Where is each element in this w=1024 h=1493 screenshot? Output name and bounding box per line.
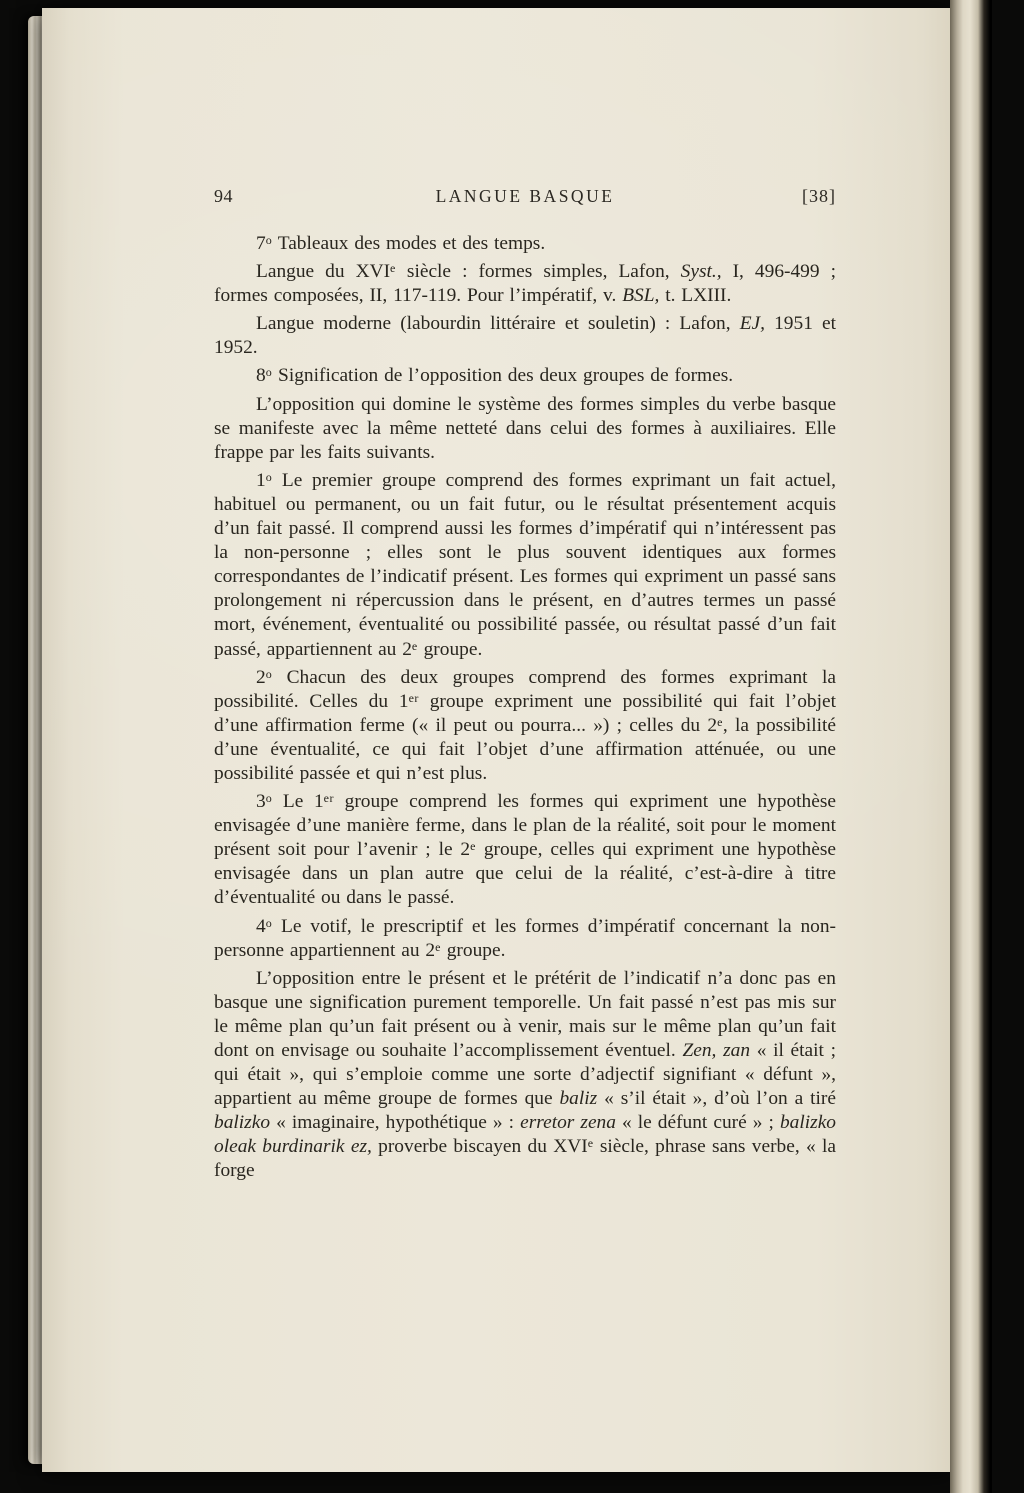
text-run: 4 [256, 915, 266, 937]
italic-run: Zen, zan [682, 1040, 751, 1061]
text-run: siècle : formes simples, Lafon, [395, 261, 681, 283]
text-run: L’opposition qui domine le système des formes simples du verbe basque se manifeste avec la même netteté dans celui des formes à auxiliaires. Elle frappe par les faits suivants. [214, 393, 836, 463]
paragraph [214, 364, 836, 388]
superscript-run: e [717, 714, 723, 729]
superscript-run: o [265, 915, 273, 930]
paragraph [214, 790, 836, 910]
text-run: 8 [256, 365, 266, 387]
page-content [214, 186, 836, 1184]
text-run: groupe expriment une possibilité qui fait l’objet d’une affirmation ferme (« il peut ou pourra... ») ; celles du 2 [214, 690, 836, 736]
text-body [214, 232, 836, 1184]
text-run: Le premier groupe comprend des formes exprimant un fait actuel, habituel ou permanent, ou un fait futur, ou le résultat présentement acquis d’un fait passé. Il comprend aussi les formes d’impératif qui n’intéressent pas la non-personne ; elles sont le plus souvent identiques aux formes correspondantes de l’indicatif présent. Les formes qui expriment un passé sans prolongement ni répercussion dans le présent, en d’autres termes un passé mort, événement, éventualité ou possibilité passée, ou résultat passé d’un fait passé, appartiennent au 2 [214, 469, 836, 660]
text-run: Chacun des deux groupes comprend des formes exprimant la possibilité. Celles du 1 [214, 666, 836, 712]
text-run: « s’il était », d’où l’on a tiré [597, 1088, 836, 1110]
text-run: 7 [256, 233, 266, 254]
text-run: t. LXIII. [659, 285, 732, 307]
superscript-run: o [265, 365, 273, 380]
superscript-run: e [390, 261, 396, 276]
paragraph [214, 232, 836, 256]
text-run: Tableaux des modes et des temps. [272, 233, 546, 254]
superscript-run: o [265, 233, 273, 247]
paragraph [214, 469, 836, 662]
text-run: Le 1 [272, 791, 324, 813]
page-number: 94 [214, 186, 233, 206]
italic-run: balizko oleak burdinarik ez, [214, 1112, 836, 1158]
section-reference: [38] [802, 186, 836, 206]
italic-run: Syst., [680, 261, 722, 283]
paragraph [214, 260, 836, 308]
superscript-run: e [470, 839, 476, 854]
text-run: Langue du XVI [256, 261, 391, 283]
text-run: proverbe biscayen du XVI [371, 1136, 588, 1158]
text-run: groupe. [440, 939, 506, 961]
paragraph [214, 312, 836, 360]
text-run: Signification de l’opposition des deux groupes de formes. [272, 365, 734, 387]
text-run: siècle, phrase sans verbe, « la forge [214, 1136, 836, 1182]
paragraph [214, 915, 836, 963]
next-page-edge [950, 0, 992, 1493]
paragraph [214, 393, 836, 465]
text-run: groupe. [417, 638, 483, 660]
page-header [214, 186, 836, 207]
italic-run: balizko [214, 1112, 271, 1134]
superscript-run: o [265, 791, 273, 806]
text-run: Langue moderne (labourdin littéraire et souletin) : Lafon, [256, 313, 740, 335]
superscript-run: e [411, 638, 418, 653]
superscript-run: o [265, 666, 273, 681]
text-run: « imaginaire, hypothétique » : [270, 1112, 521, 1134]
text-run: Le votif, le prescriptif et les formes d’impératif concernant la non-personne appartiennent au 2 [214, 915, 836, 961]
superscript-run: e [587, 1136, 594, 1151]
text-run: L’opposition entre le présent et le prétérit de l’indicatif n’a donc pas en basque une signification purement temporelle. Un fait passé n’est pas mis sur le même plan qu’un fait présent ou à venir, mais sur le même plan qu’un fait dont on envisage ou souhaite l’accomplissement éventuel. [214, 967, 836, 1061]
italic-run: EJ, [739, 313, 765, 335]
running-title: LANGUE BASQUE [435, 186, 615, 206]
text-run: 3 [256, 791, 266, 813]
text-run: , la possibilité d’une éventualité, ce qui fait l’objet d’une affirmation atténuée, ou une possibilité passée et qui n’est plus. [214, 714, 836, 784]
text-run: « le défunt curé » ; [615, 1112, 780, 1134]
text-run: 1951 et 1952. [214, 313, 836, 359]
text-run: groupe, celles qui expriment une hypothèse envisagée dans un plan autre que celui de la réalité, c’est-à-dire à titre d’éventualité ou dans le passé. [214, 839, 836, 909]
superscript-run: er [323, 791, 334, 806]
superscript-run: e [435, 939, 441, 954]
superscript-run: o [265, 469, 273, 484]
paragraph [214, 967, 836, 1184]
book-page [42, 8, 950, 1472]
text-run: I, 496-499 ; formes composées, II, 117-119. Pour l’impératif, v. [214, 261, 836, 307]
superscript-run: er [408, 690, 419, 705]
text-run: 1 [256, 469, 266, 491]
text-run: « il était ; qui était », qui s’emploie comme une sorte d’adjectif signifiant « défunt », appartient au même groupe de formes que [214, 1040, 837, 1110]
italic-run: baliz [559, 1088, 598, 1110]
paragraph [214, 666, 836, 786]
italic-run: BSL, [622, 285, 660, 307]
text-run: groupe comprend les formes qui expriment une hypothèse envisagée d’une manière ferme, dans le plan de la réalité, soit pour le moment présent soit pour l’avenir ; le 2 [214, 791, 837, 861]
italic-run: erretor zena [520, 1112, 616, 1134]
text-run: 2 [256, 666, 266, 688]
